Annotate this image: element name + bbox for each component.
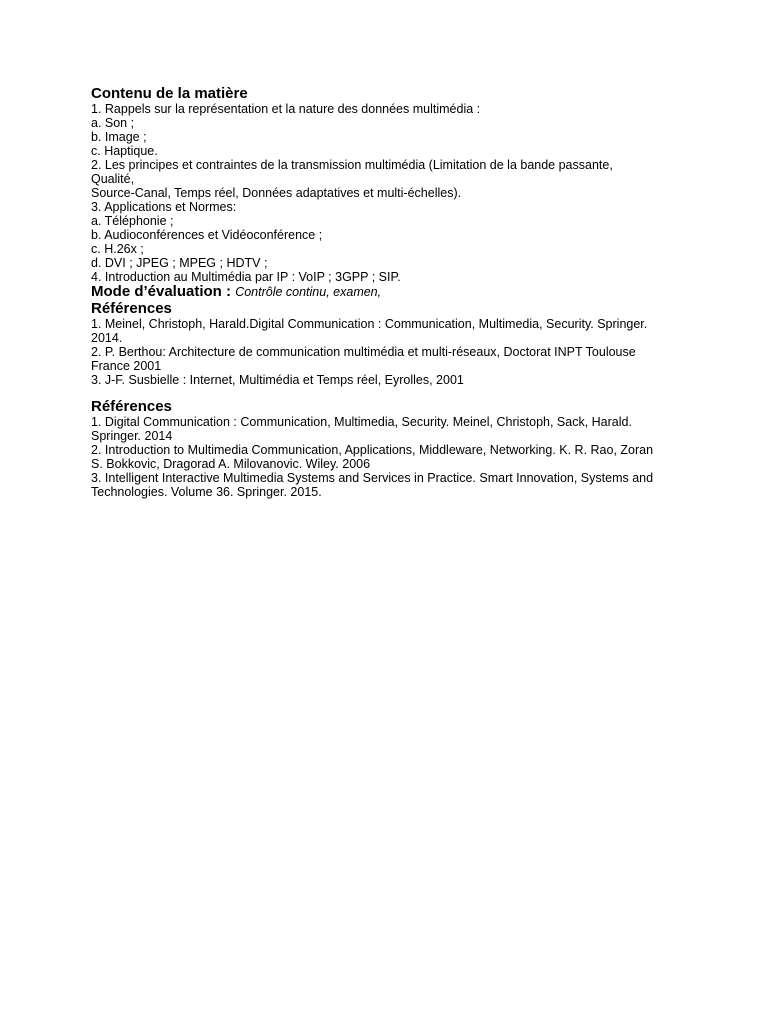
reference-line: 3. J-F. Susbielle : Internet, Multimédia et Temps réel, Eyrolles, 2001: [91, 373, 464, 387]
section-spacer: [91, 387, 681, 398]
evaluation-value: Contrôle continu, examen,: [235, 285, 382, 299]
reference-line: Technologies. Volume 36. Springer. 2015.: [91, 485, 322, 499]
contenu-line: Qualité,: [91, 172, 135, 186]
section-title-references-2: Références: [91, 398, 172, 415]
contenu-line: a. Son ;: [91, 116, 135, 130]
references-1-list: [91, 317, 681, 387]
contenu-line: a. Téléphonie ;: [91, 214, 174, 228]
contenu-line: d. DVI ; JPEG ; MPEG ; HDTV ;: [91, 256, 268, 270]
reference-line: 2. Introduction to Multimedia Communication, Applications, Middleware, Networking. K. R. Rao, Zoran: [91, 443, 654, 457]
contenu-line: c. H.26x ;: [91, 242, 144, 256]
reference-line: 1. Digital Communication : Communication, Multimedia, Security. Meinel, Christoph, Sack, Harald.: [91, 415, 632, 429]
contenu-line: 4. Introduction au Multimédia par IP : VoIP ; 3GPP ; SIP.: [91, 270, 401, 284]
reference-line: France 2001: [91, 359, 162, 373]
reference-line: 2. P. Berthou: Architecture de communication multimédia et multi-réseaux, Doctorat INPT Toulouse: [91, 345, 636, 359]
section-title-references-1: Références: [91, 300, 172, 317]
references-2-list: [91, 415, 681, 499]
reference-line: Springer. 2014: [91, 429, 173, 443]
section-title-contenu: Contenu de la matière: [91, 85, 248, 102]
reference-line: 1. Meinel, Christoph, Harald.Digital Communication : Communication, Multimedia, Security. Springer.: [91, 317, 648, 331]
contenu-list: [91, 102, 681, 284]
contenu-line: 2. Les principes et contraintes de la transmission multimédia (Limitation de la bande passante,: [91, 158, 613, 172]
reference-line: S. Bokkovic, Dragorad A. Milovanovic. Wiley. 2006: [91, 457, 371, 471]
contenu-line: Source-Canal, Temps réel, Données adaptatives et multi-échelles).: [91, 186, 462, 200]
contenu-line: 3. Applications et Normes:: [91, 200, 237, 214]
evaluation-row: [91, 284, 681, 300]
contenu-line: c. Haptique.: [91, 144, 158, 158]
document-page: [91, 85, 681, 499]
reference-line: 3. Intelligent Interactive Multimedia Systems and Services in Practice. Smart Innovation, Systems and: [91, 471, 654, 485]
contenu-line: 1. Rappels sur la représentation et la nature des données multimédia :: [91, 102, 481, 116]
contenu-line: b. Audioconférences et Vidéoconférence ;: [91, 228, 323, 242]
contenu-line: b. Image ;: [91, 130, 147, 144]
reference-line: 2014.: [91, 331, 123, 345]
evaluation-label: Mode d’évaluation :: [91, 283, 232, 300]
